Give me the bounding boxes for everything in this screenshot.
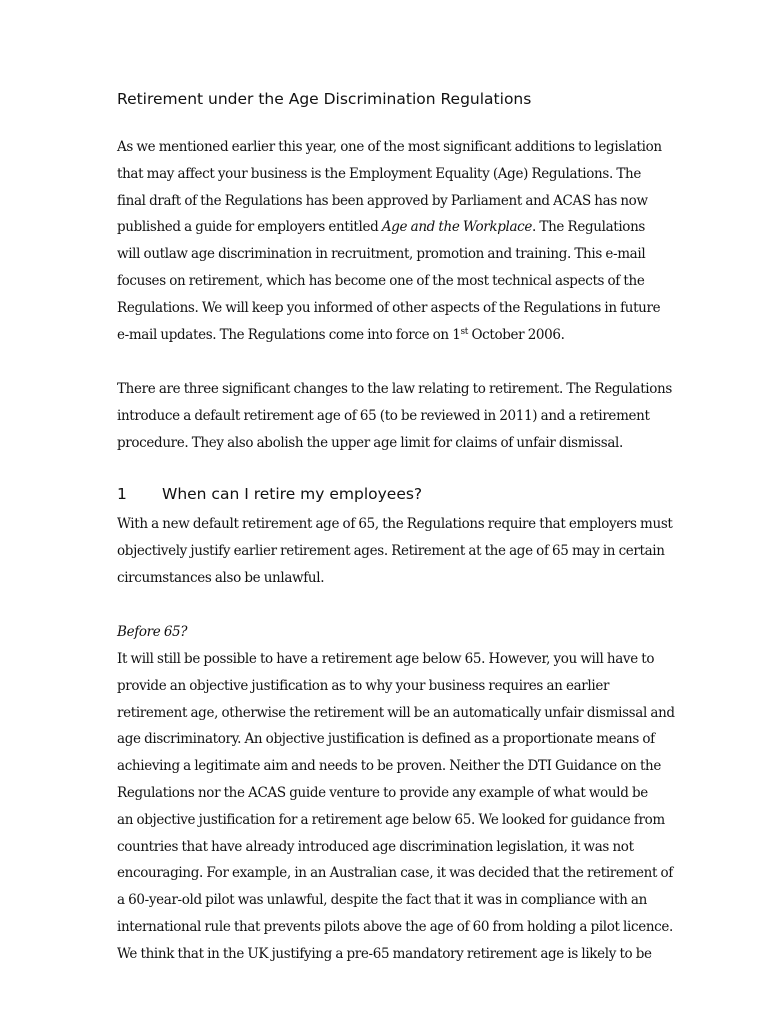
text-line: will outlaw age discrimination in recruitment, promotion and training. This e-mail [117,246,646,263]
text-line: objectively justify earlier retirement ages. Retirement at the age of 65 may in certain [117,542,665,559]
text-line: circumstances also be unlawful. [117,569,325,586]
text-line: encouraging. For example, in an Australian case, it was decided that the retirement of [117,865,673,882]
text-segment: published a guide for employers entitled [117,219,382,236]
section-paragraph [117,511,673,591]
text-line: a 60-year-old pilot was unlawful, despite the fact that it was in compliance with an [117,892,647,909]
text-line: introduce a default retirement age of 65 (to be reviewed in 2011) and a retirement [117,407,650,424]
text-line: focuses on retirement, which has become one of the most technical aspects of the [117,272,645,289]
text-segment: e-mail updates. The Regulations come into force on 1 [117,326,461,343]
section-heading [117,485,422,503]
before-65-paragraph [117,646,675,968]
text-line: Regulations nor the ACAS guide venture to provide any example of what would be [117,784,648,801]
text-line: It will still be possible to have a retirement age below 65. However, you will have to [117,651,655,667]
text-line [117,322,653,349]
text-line: age discriminatory. An objective justification is defined as a proportionate means of [117,731,655,748]
text-line: international rule that prevents pilots above the age of 60 from holding a pilot licence. [117,918,673,935]
before-65-subheading: Before 65? [117,624,188,640]
document-title: Retirement under the Age Discrimination Regulations [117,90,532,108]
section-number: 1 [117,485,127,503]
guide-title-italic: Age and the Workplace [381,219,533,236]
text-line: an objective justification for a retirement age below 65. We looked for guidance from [117,811,665,828]
text-line [117,214,653,241]
text-line: provide an objective justification as to why your business requires an earlier [117,677,610,694]
section-heading-text: When can I retire my employees? [162,485,423,503]
text-segment: . The Regulations [532,219,646,236]
text-line: final draft of the Regulations has been approved by Parliament and ACAS has now [117,192,648,209]
text-line: procedure. They also abolish the upper age limit for claims of unfair dismissal. [117,434,623,451]
intro-paragraph [117,134,662,348]
text-line: achieving a legitimate aim and needs to be proven. Neither the DTI Guidance on the [117,758,662,775]
text-line: We think that in the UK justifying a pre-65 mandatory retirement age is likely to be [117,945,652,962]
text-segment: October 2006. [468,326,565,343]
changes-paragraph [117,376,672,456]
text-line: that may affect your business is the Employment Equality (Age) Regulations. The [117,165,641,182]
text-line: Regulations. We will keep you informed of other aspects of the Regulations in future [117,299,661,316]
ordinal-superscript: st [460,326,468,337]
text-line: As we mentioned earlier this year, one of the most significant additions to legislation [117,139,662,155]
text-line: There are three significant changes to the law relating to retirement. The Regulations [117,381,672,397]
text-line: With a new default retirement age of 65, the Regulations require that employers must [117,516,673,532]
text-line: retirement age, otherwise the retirement will be an automatically unfair dismissal and [117,704,675,721]
text-line: countries that have already introduced age discrimination legislation, it was not [117,838,634,855]
